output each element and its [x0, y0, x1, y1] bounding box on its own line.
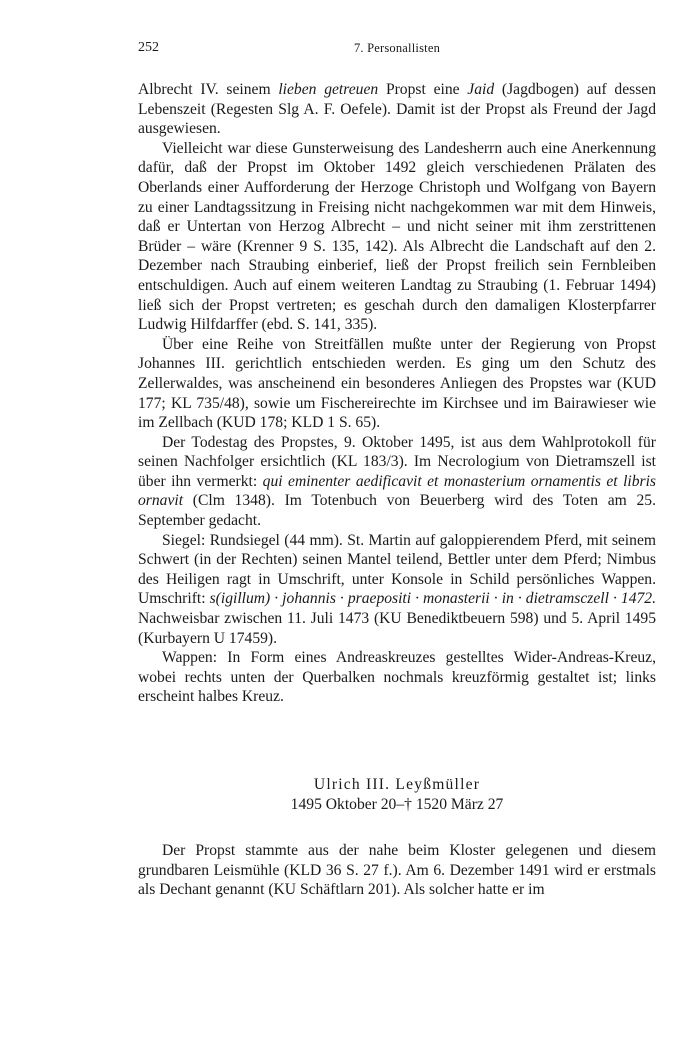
text-run: Propst eine — [378, 81, 468, 98]
text-run: (Jagdbogen) auf dessen Lebenszeit (Regesten Slg A. F. Oefele). Damit ist der Propst als Freund der Jagd ausgewiesen. — [138, 81, 656, 138]
text-run: Der Todestag des Propstes, 9. Oktober 1495, ist aus dem Wahlprotokoll für seinen Nachfolger ersichtlich (KL 183/3). Im Necrologium von Dietramszell ist über ihn vermerkt: — [138, 433, 656, 490]
section-heading — [138, 775, 656, 795]
paragraph-wappen: Wappen: In Form eines Andreaskreuzes gestelltes Wider-Andreas-Kreuz, wobei rechts unten der Querbalken nochmals kreuzförmig gestaltet ist; links erscheint halbes Kreuz. — [138, 649, 656, 706]
paragraph-landtag: Vielleicht war diese Gunsterweisung des Landesherrn auch eine Anerkennung dafür, daß der Propst im Oktober 1492 gleich verschiedenen Prälaten des Oberlands einer Aufforderung der Herzoge Christoph und Wolfgang von Bayern zu einer Landtagssitzung in Freising nicht nachgekommen war mit dem Hinweis, daß er Untertan von Herzog Albrecht – und nicht seiner mit ihm zerstrittenen Brüder – wäre (Krenner 9 S. 135, 142). Als Albrecht die Landschaft auf den 2. Dezember nach Straubing einberief, ließ der Propst freilich sein Fernbleiben entschuldigen. Auch auf einem weiteren Landtag zu Straubing (1. Februar 1494) ließ sich der Propst vertreten; es geschah durch den damaligen Klosterpfarrer Ludwig Hilfdarffer (ebd. S. 141, 335). — [138, 139, 656, 334]
italic-text: s(igillum) · johannis · praepositi · monasterii · in · dietramsczell · 1472. — [209, 590, 656, 608]
running-title: 7. Personallisten — [353, 41, 441, 55]
spacer — [138, 814, 656, 841]
text-run: Nachweisbar zwischen 11. Juli 1473 (KU Benediktbeuern 598) und 5. April 1495 (Kurbayern U 17459). — [138, 610, 656, 647]
italic-text: qui eminenter aedificavit et monasterium ornamentis et libris ornavit — [138, 472, 656, 510]
page-number: 252 — [138, 40, 159, 55]
italic-text: lieben getreuen — [278, 81, 379, 98]
spacer — [138, 707, 656, 775]
text-run: (Clm 1348). Im Totenbuch von Beuerberg wird des Toten am 25. September gedacht. — [138, 492, 656, 530]
paragraph-siegel — [138, 531, 656, 649]
page-header — [138, 40, 656, 62]
page-body — [138, 80, 656, 900]
section-dates: 1495 Oktober 20–† 1520 März 27 — [290, 795, 504, 813]
paragraph-todestag — [138, 433, 656, 531]
paragraph-streitfaelle: Über eine Reihe von Streitfällen mußte unter der Regierung von Propst Johannes III. gerichtlich entschieden werden. Es ging um den Schutz des Zellerwaldes, was anscheinend ein besonderes Anliegen des Propstes war (KUD 177; KL 735/48), sowie um Fischereirechte im Kirchsee und im Bairawieser wie im Zellbach (KUD 178; KLD 1 S. 65). — [138, 335, 656, 432]
text-run: Siegel: Rundsiegel (44 mm). St. Martin auf galoppierendem Pferd, mit seinem Schwert (in der Rechten) seinen Mantel teilend, Bettler unter dem Pferd; Nimbus des Heiligen ragt in Umschrift, unter Konsole in Schild persönliches Wappen. Umschrift: — [138, 531, 656, 608]
paragraph-herkunft: Der Propst stammte aus der nahe beim Kloster gelegenen und diesem grundbaren Leismühle (KLD 36 S. 27 f.). Am 6. Dezember 1491 wird er erstmals als Dechant genannt (KU Schäftlarn 201). Als solcher hatte er im — [138, 842, 656, 899]
paragraph-jaid — [138, 80, 656, 139]
text-run: Albrecht IV. seinem — [138, 81, 279, 98]
italic-text: Jaid — [467, 81, 495, 98]
provost-name: Ulrich III. Leyßmüller — [313, 776, 481, 793]
